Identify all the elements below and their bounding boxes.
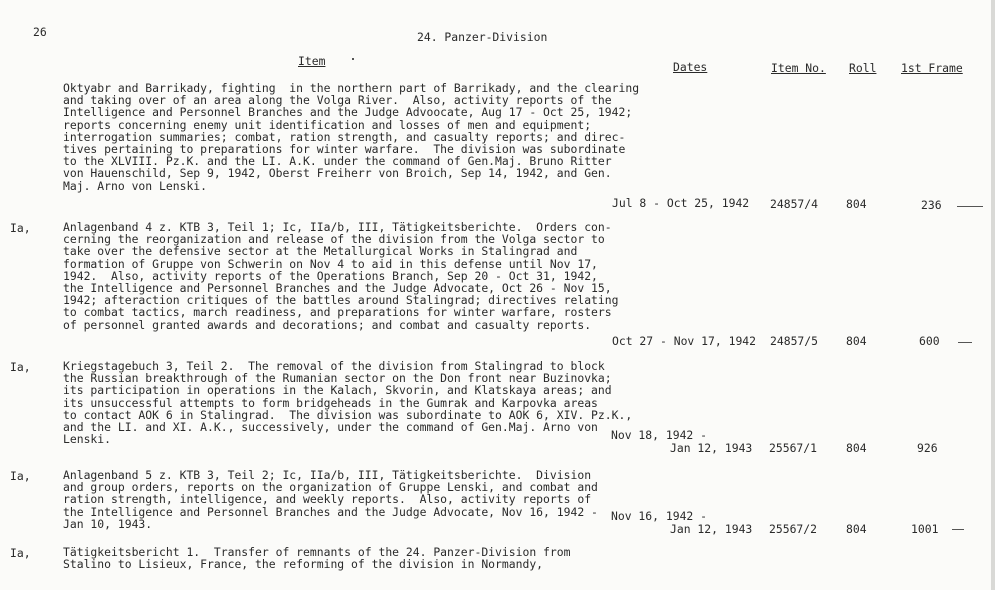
entry-prefix: Ia, (10, 469, 31, 483)
entry-description: Tätigkeitsbericht 1. Transfer of remnants of the 24. Panzer-Division from Stalino to Lisieux, France, the reforming of the division in Normandy, (63, 545, 571, 572)
column-header-item: Item (298, 54, 326, 68)
entry-prefix: Ia, (10, 546, 31, 560)
entry-dates: Oct 27 - Nov 17, 1942 (612, 334, 757, 348)
stray-mark (352, 58, 354, 60)
entry-item-no: 25567/1 (769, 441, 818, 455)
entry-description: Anlagenband 4 z. KTB 3, Teil 1; Ic, IIa/b, III, Tätigkeitsberichte. Orders con- cerning the reorganization and release of the division from the Volga sector to take over the defensive sector at the Metallurgical Works in Stalingrad and formation of Gruppe von Schwerin on Nov 4 to aid in this defense until Nov 17, 1942. Also, activity reports of the Operations Branch, Sep 20 - Oct 31, 1942, the Intelligence and Personnel Branches and the Judge Advocate, Oct 26 - Nov 15, 1942; afteraction critiques of the battles around Stalingrad; directives relating to combat tactics, march readiness, and preparations for winter warfare, rosters of personnel granted awards and decorations; and combat and casualty reports. (63, 220, 619, 332)
entry-dates-start: Nov 16, 1942 - (611, 509, 708, 523)
column-header-first-frame: 1st Frame (901, 61, 963, 75)
entry-prefix: Ia, (10, 360, 31, 374)
entry-dates: Jul 8 - Oct 25, 1942 (612, 196, 750, 210)
entry-prefix: Ia, (10, 221, 31, 235)
entry-item-no: 24857/5 (770, 334, 819, 348)
entry-item-no: 24857/4 (770, 197, 819, 211)
frame-tick (957, 206, 983, 207)
column-header-roll: Roll (849, 61, 877, 75)
frame-tick (952, 529, 964, 530)
entry-roll: 804 (846, 197, 867, 211)
page-number: 26 (33, 25, 47, 39)
frame-tick (958, 342, 972, 343)
entry-first-frame: 600 (919, 334, 940, 348)
column-header-dates: Dates (673, 60, 708, 74)
entry-description: Oktyabr and Barrikady, fighting in the northern part of Barrikady, and the clearing and taking over of an area along the Volga River. Also, activity reports of the Intelligence and Personnel Branches and the Judge Advoocate, Aug 17 - Oct 25, 1942; reports concerning enemy unit identification and losses of men and equipment; interrogation summaries; combat, ration strength, and casualty reports; and direc- tives pertaining to preparations for winter warfare. The division was subordinate to the XLVIII. Pz.K. and the LI. A.K. under the command of Gen.Maj. Bruno Ritter von Hauenschild, Sep 9, 1942, Oberst Freiherr von Broich, Sep 14, 1942, and Gen. Maj. Arno von Lenski. (63, 81, 640, 193)
entry-first-frame: 1001 (911, 522, 939, 536)
entry-item-no: 25567/2 (769, 522, 818, 536)
entry-roll: 804 (846, 522, 867, 536)
running-head: 24. Panzer-Division (417, 30, 548, 44)
entry-description: Kriegstagebuch 3, Teil 2. The removal of the division from Stalingrad to block the Russian breakthrough of the Rumanian sector on the Don front near Buzinovka; its participation in operations in the Kalach, Skvorin, and Klatskaya areas; and its unsuccessful attempts to form bridgeheads in the Gumrak and Karpovka areas to contact AOK 6 in Stalingrad. The division was subordinate to AOK 6, XIV. Pz.K., and the LI. and XI. A.K., successively, under the command of Gen.Maj. Arno von Lenski. (63, 359, 633, 447)
column-header-item-no: Item No. (771, 61, 826, 75)
entry-dates-end: Jan 12, 1943 (670, 441, 753, 455)
entry-dates-start: Nov 18, 1942 - (611, 428, 708, 442)
entry-roll: 804 (846, 334, 867, 348)
scan-edge (991, 0, 995, 590)
entry-dates-end: Jan 12, 1943 (670, 522, 753, 536)
entry-first-frame: 926 (917, 441, 938, 455)
entry-roll: 804 (846, 441, 867, 455)
entry-first-frame: 236 (921, 198, 942, 212)
entry-description: Anlagenband 5 z. KTB 3, Teil 2; Ic, IIa/b, III, Tätigkeitsberichte. Division and group orders, reports on the organization of Gruppe Lenski, and combat and ration strength, intelligence, and weekly reports. Also, activity reports of the Intelligence and Personnel Branches and the Judge Advocate, Nov 16, 1942 - Jan 10, 1943. (63, 468, 598, 531)
